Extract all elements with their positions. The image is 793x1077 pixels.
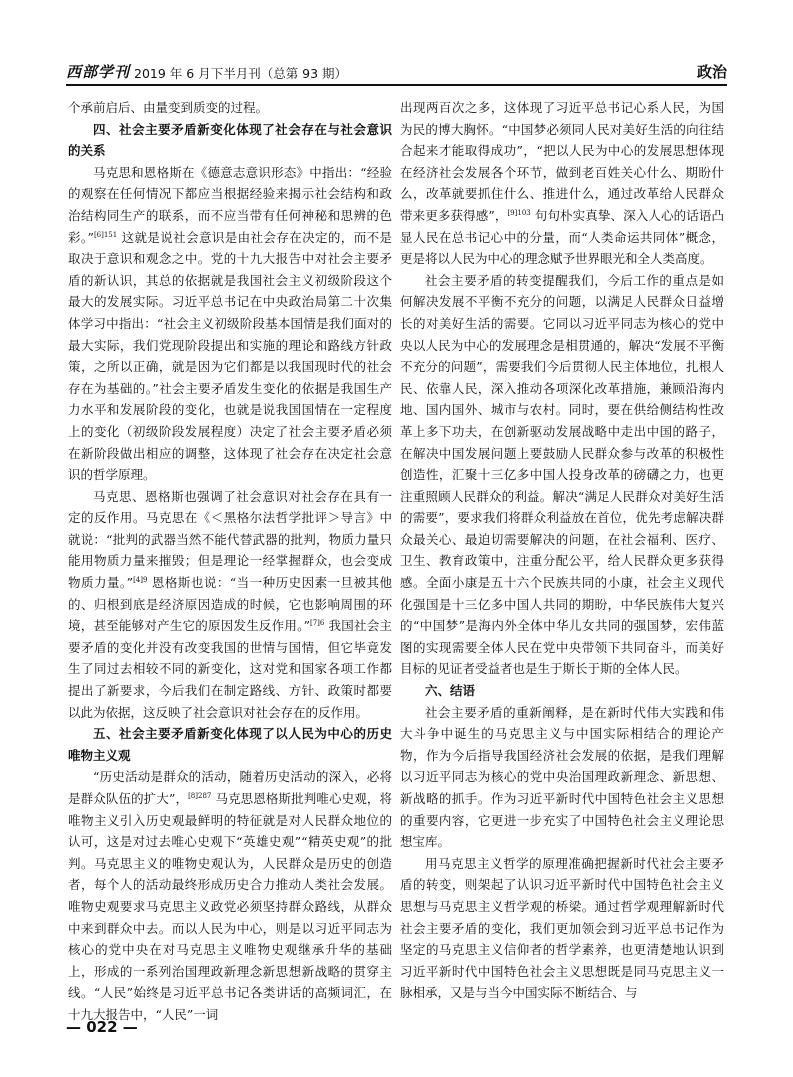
citation-ref: [4]9 (133, 575, 148, 584)
section-heading-4: 四、社会主要矛盾新变化体现了社会存在与社会意识的关系 (68, 121, 392, 159)
page-number: — 022 — (66, 1018, 138, 1036)
right-column (400, 97, 724, 1004)
paragraph: 马克思和恩格斯在《德意志意识形态》中指出：“经验的观察在任何情况下都应当根据经验来揭示社会结构和政治结构同生产的联系，而不应当带有任何神秘和思辨的色彩。”$^{[6]151}$ 这就是说社会意识是由社会存在决定的，而不是取决于意识和观念之中。党的十九大报告中对社会主要矛盾的新认识，其总的依据就是我国社会主义初级阶段这个最大的发展实际。习近平总书记在中央政治局第二十次集体学习中指出：“社会主义初级阶段基本国情是我们面对的最大实际，我们党现阶段提出和实施的理论和路线方针政策，之所以正确，就是因为它们都是以我国现时代的社会存在为基础的。”社会主要矛盾发生变化的依据是我国生产力水平和发展阶段的变化，也就是说我国国情在一定程度上的变化（初级阶段发展程度）决定了社会主要矛盾必须在新阶段做出相应的调整，这体现了社会存在决定社会意识的哲学原理。 (68, 164, 392, 483)
left-column (68, 97, 392, 1026)
paragraph: 社会主要矛盾的重新阐释，是在新时代伟大实践和伟大斗争中诞生的马克思主义与中国实际相结合的理论产物，作为今后指导我国经济社会发展的依据，是我们理解以习近平同志为核心的党中央治国理政新理念、新思想、新战略的抓手。作为习近平新时代中国特色社会主义思想的重要内容，它更进一步充实了中国特色社会主义理论思想宝库。 (400, 704, 724, 850)
paragraph: 社会主要矛盾的转变提醒我们，今后工作的重点是如何解决发展不平衡不充分的问题，以满足人民群众日益增长的对美好生活的需要。它同以习近平同志为核心的党中央以人民为中心的发展理念是相贯通的，解决“发展不平衡不充分的问题”，需要我们今后贯彻人民主体地位，扎根人民、依靠人民，深入推动各项深化改革措施，兼顾沿海内地、国内国外、城市与农村。同时，要在供给侧结构性改革上多下功夫，在创新驱动发展战略中走出中国的路子，在解决中国发展问题上要鼓励人民群众参与改革的积极性创造性，汇聚十三亿多中国人投身改革的磅礴之力，也更注重照顾人民群众的利益。解决“满足人民群众对美好生活的需要”，要求我们将群众利益放在首位，优先考虑解决群众最关心、最迫切需要解决的问题，在社会福利、医疗、卫生、教育政策中，注重分配公平，给人民群众更多获得感。全面小康是五十六个民族共同的小康，社会主义现代化强国是十三亿多中国人共同的期盼，中华民族伟大复兴的“中国梦”是海内外全体中华儿女共同的强国梦，宏伟蓝图的实现需要全体人民在党中央带领下共同奋斗，而美好目标的见证者受益者也是生于斯长于斯的全体人民。 (400, 272, 724, 677)
citation-ref: [6]151 (93, 230, 118, 239)
section-category: 政治 (696, 63, 727, 81)
citation-ref: [8]287 (188, 791, 212, 800)
section-heading-6: 六、结语 (425, 683, 476, 699)
paragraph: 马克思、恩格斯也强调了社会意识对社会存在具有一定的反作用。马克思在《＜黑格尔法哲学批评＞导言》中就说：“批判的武器当然不能代替武器的批判，物质力量只能用物质力量来摧毁；但是理论一经掌握群众，也会变成物质力量。”$^{[4]9}$ 恩格斯也说：“当一种历史因素一旦被其他的、归根到底是经济原因造成的时候，它也影响周围的环境，甚至能够对产生它的原因发生反作用。”$^{[7]6}$ 我国社会主要矛盾的变化并没有改变我国的世情与国情，但它毕竟发生了同过去相较不同的新变化，这对党和国家各项工作都提出了新要求，今后我们在制定路线、方针、政策时都要以此为依据，这反映了社会意识对社会存在的反作用。 (68, 488, 392, 720)
citation-ref: [9]103 (507, 208, 531, 217)
paragraph: 出现两百次之多，这体现了习近平总书记心系人民，为国为民的博大胸怀。“中国梦必须同人民对美好生活的向往结合起来才能取得成功”，“把以人民为中心的发展思想体现在经济社会发展各个环节，做到老百姓关心什么、期盼什么，改革就要抓住什么、推进什么，通过改革给人民群众带来更多获得感”，$^{[9]103}$ 句句朴实真挚、深入人心的话语凸显人民在总书记心中的分量，而“人类命运共同体”概念，更是将以人民为中心的理念赋予世界眼光和全人类高度。 (400, 100, 724, 267)
paragraph: “历史活动是群众的活动，随着历史活动的深入，必将是群众队伍的扩大”，$^{[8]287}$ 马克思恩格斯批判唯心史观，将唯物主义引入历史观最鲜明的特征就是对人民群众地位的认可，这是对过去唯心史观下“英雄史观”“精英史观”的批判。马克思主义的唯物史观认为，人民群众是历史的创造者，每个人的活动最终形成历史合力推动人类社会发展。唯物史观要求马克思主义政党必须坚持群众路线，从群众中来到群众中去。而以人民为中心，则是以习近平同志为核心的党中央在对马克思主义唯物史观继承升华的基础上，形成的一系列治国理政新理念新思想新战略的贯穿主线。“人民”始终是习近平总书记各类讲话的高频词汇，在十九大报告中，“人民”一词 (68, 769, 392, 1022)
journal-logo: 西部学刊 (66, 63, 131, 81)
header-left (66, 61, 347, 82)
page-header (66, 60, 727, 86)
issue-info: 2019 年 6 月下半月刊（总第 93 期） (134, 66, 348, 81)
citation-ref: [7]6 (309, 619, 325, 628)
section-heading-5: 五、社会主要矛盾新变化体现了以人民为中心的历史唯物主义观 (68, 726, 392, 763)
paragraph: 用马克思主义哲学的原理准确把握新时代社会主要矛盾的转变，则架起了认识习近平新时代中国特色社会主义思想与马克思主义哲学观的桥梁。通过哲学观理解新时代社会主要矛盾的变化，我们更加领会到习近平总书记作为坚定的马克思主义信仰者的哲学素养，也更清楚地认识到习近平新时代中国特色社会主义思想既是同马克思主义一脉相承，又是与当今中国实际不断结合、与 (400, 855, 724, 1001)
paragraph: 个承前启后、由量变到质变的过程。 (68, 100, 269, 115)
